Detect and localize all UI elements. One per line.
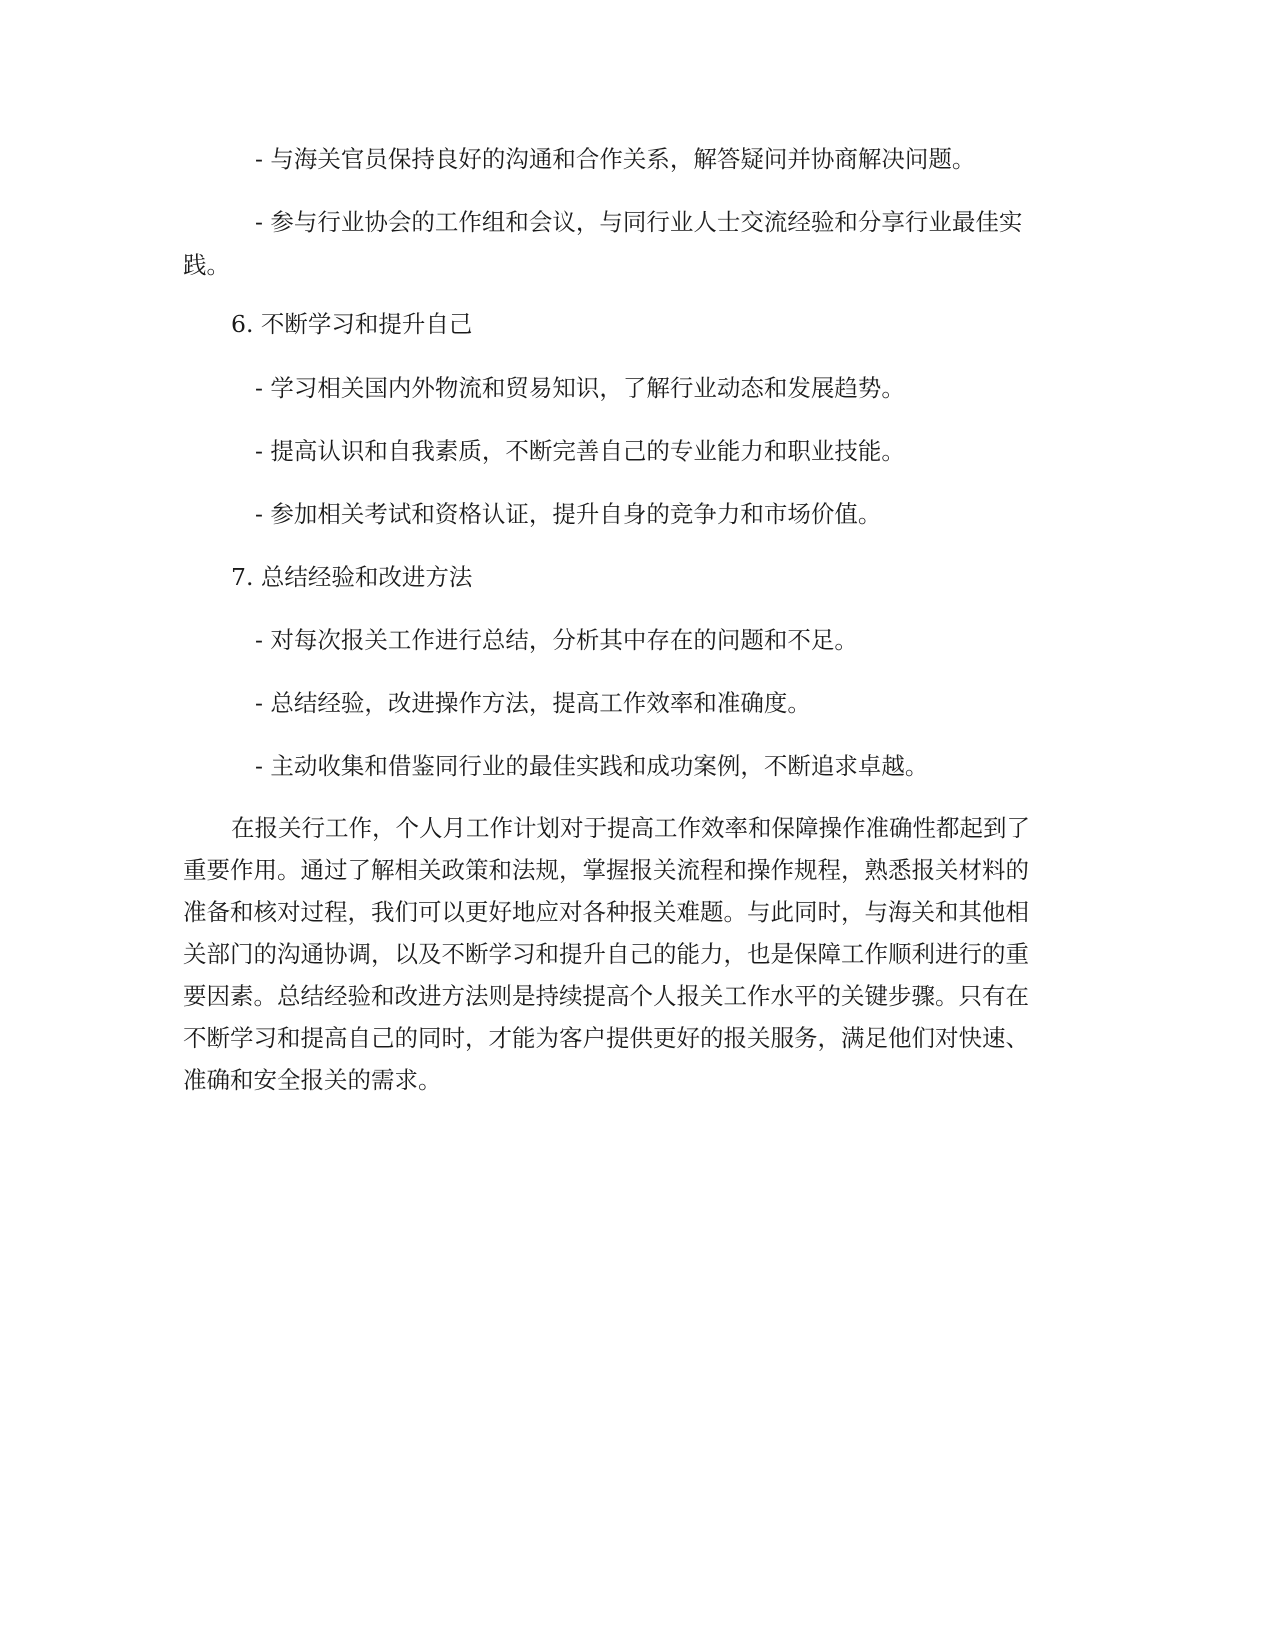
bullet-best-practices: - 主动收集和借鉴同行业的最佳实践和成功案例，不断追求卓越。 bbox=[255, 752, 929, 780]
bullet-learn-logistics: - 学习相关国内外物流和贸易知识，了解行业动态和发展趋势。 bbox=[255, 374, 905, 402]
bullet-industry-association: - 参与行业协会的工作组和会议，与同行业人士交流经验和分享行业最佳实 bbox=[255, 208, 1023, 236]
bullet-improve-methods: - 总结经验，改进操作方法，提高工作效率和准确度。 bbox=[255, 689, 811, 717]
conclusion-line-3: 准备和核对过程，我们可以更好地应对各种报关难题。与此同时，与海关和其他相 bbox=[183, 898, 1029, 926]
conclusion-line-5: 要因素。总结经验和改进方法则是持续提高个人报关工作水平的关键步骤。只有在 bbox=[183, 982, 1029, 1010]
bullet-certification: - 参加相关考试和资格认证，提升自身的竞争力和市场价值。 bbox=[255, 500, 882, 528]
bullet-summarize-work: - 对每次报关工作进行总结，分析其中存在的问题和不足。 bbox=[255, 626, 858, 654]
conclusion-line-4: 关部门的沟通协调，以及不断学习和提升自己的能力，也是保障工作顺利进行的重 bbox=[183, 940, 1029, 968]
conclusion-line-1: 在报关行工作，个人月工作计划对于提高工作效率和保障操作准确性都起到了 bbox=[231, 814, 1030, 842]
bullet-industry-association-continued: 践。 bbox=[183, 251, 230, 279]
section-heading-6: 6. 不断学习和提升自己 bbox=[231, 310, 473, 338]
conclusion-line-6: 不断学习和提高自己的同时，才能为客户提供更好的报关服务，满足他们对快速、 bbox=[183, 1024, 1029, 1052]
conclusion-line-7: 准确和安全报关的需求。 bbox=[183, 1066, 442, 1094]
bullet-customs-communication: - 与海关官员保持良好的沟通和合作关系，解答疑问并协商解决问题。 bbox=[255, 145, 976, 173]
bullet-improve-quality: - 提高认识和自我素质，不断完善自己的专业能力和职业技能。 bbox=[255, 437, 905, 465]
conclusion-line-2: 重要作用。通过了解相关政策和法规，掌握报关流程和操作规程，熟悉报关材料的 bbox=[183, 856, 1029, 884]
section-heading-7: 7. 总结经验和改进方法 bbox=[231, 563, 473, 591]
